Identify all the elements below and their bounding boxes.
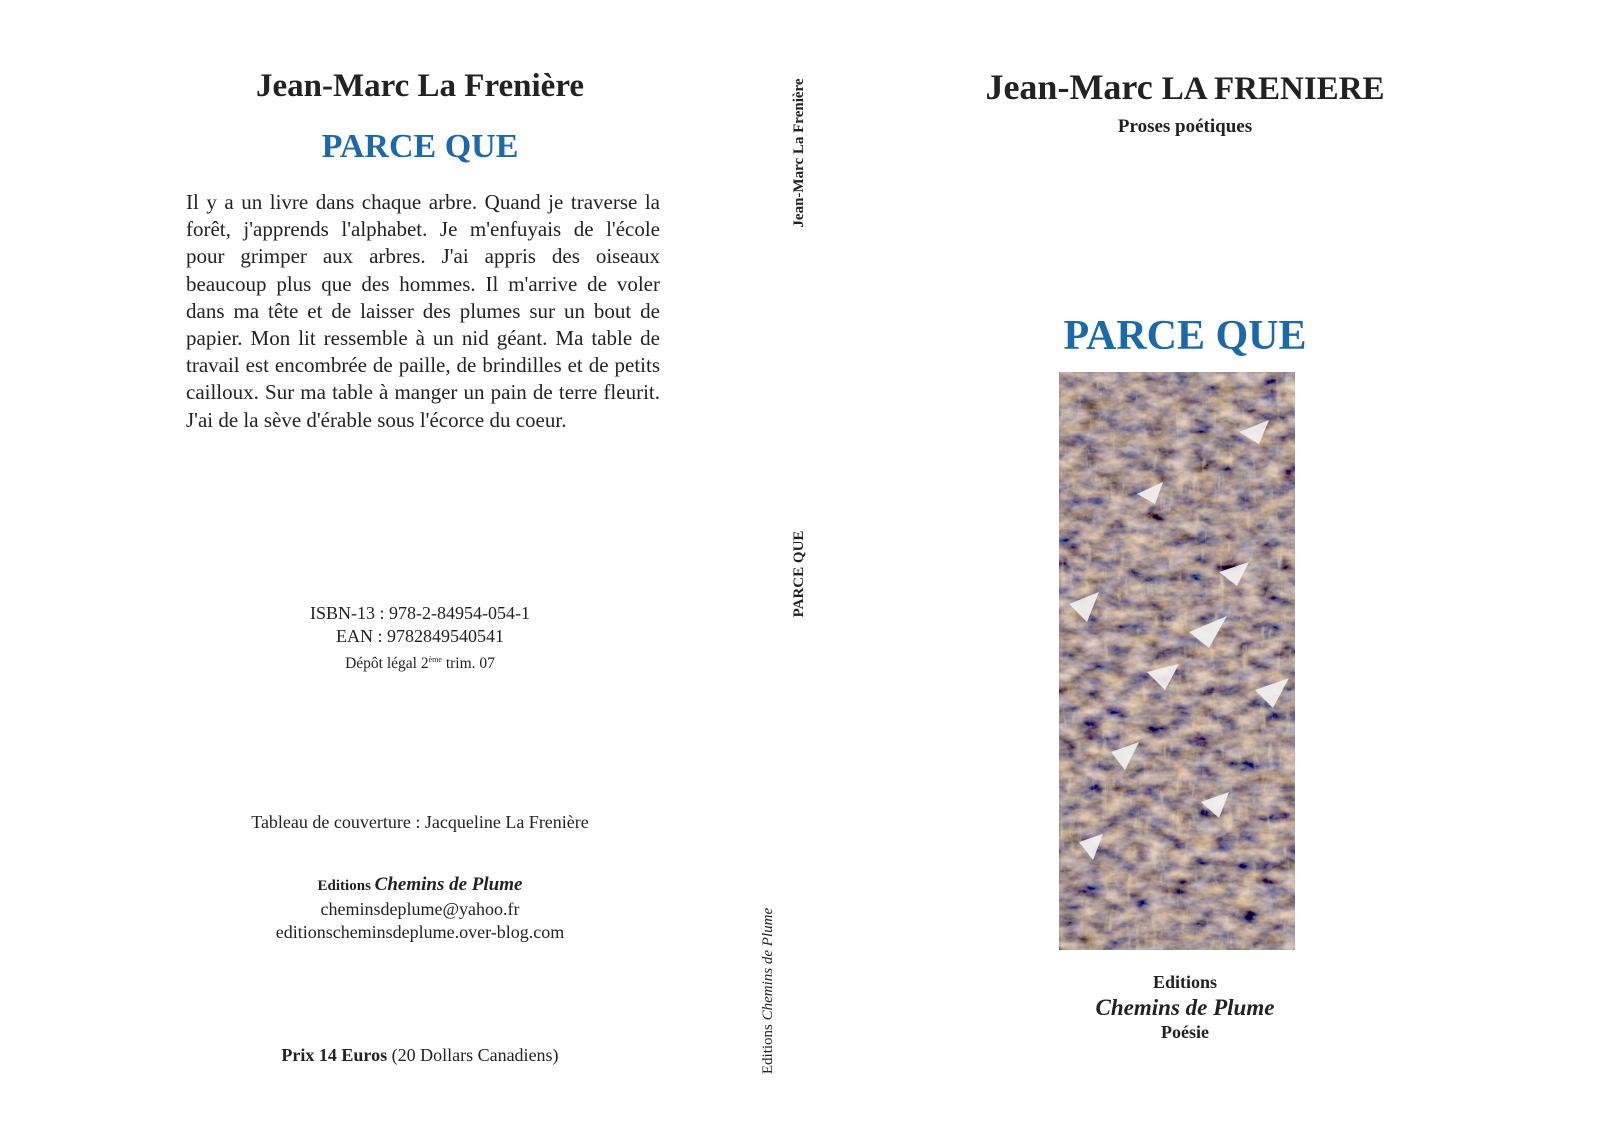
back-cover-blurb: Il y a un livre dans chaque arbre. Quand je traverse la forêt, j'apprends l'alphabet. Je m'enfuyais de l'école pour grimper aux arbres. J'ai appris des oiseaux beaucoup plus que des hommes. Il m'arrive de voler dans ma tête et de laisser des plumes sur un bout de papier. Mon lit ressemble à un nid géant. Ma table de travail est encombrée de paille, de brindilles et de petits cailloux. Sur ma table à manger un pain de terre fleurit. J'ai de la sève d'érable sous l'écorce du coeur.: [186, 190, 660, 432]
front-publisher-name: Chemins de Plume: [1095, 995, 1275, 1020]
legal-deposit-ordinal: ème: [428, 655, 442, 664]
back-publisher-block: [180, 873, 660, 944]
spine-publisher-name: Chemins de Plume: [760, 907, 776, 1021]
back-publisher-name: Chemins de Plume: [374, 874, 523, 895]
isbn-line: ISBN-13 : 978-2-84954-054-1: [310, 603, 530, 623]
spine-title: PARCE QUE: [791, 530, 807, 618]
price-amount: Prix 14 Euros: [281, 1045, 388, 1065]
back-publisher-prefix: Editions: [317, 878, 375, 894]
cover-artwork-image: [1059, 372, 1295, 950]
back-cover-author: Jean-Marc La Frenière: [255, 68, 585, 104]
front-cover-author: [900, 66, 1470, 108]
price-line: [180, 1045, 660, 1066]
publisher-website: editionscheminsdeplume.over-blog.com: [275, 922, 565, 942]
front-publisher-editions: Editions: [1152, 972, 1218, 992]
publisher-email: cheminsdeplume@yahoo.fr: [320, 899, 520, 919]
legal-deposit-line: [230, 648, 610, 675]
front-author-last: LA FRENIERE: [1161, 71, 1385, 107]
front-collection-label: Poésie: [1161, 1022, 1209, 1042]
legal-deposit-prefix: Dépôt légal 2: [345, 655, 429, 673]
ean-line: EAN : 9782849540541: [336, 626, 504, 646]
back-publisher-line: [180, 873, 660, 898]
front-publisher-block: [1000, 970, 1370, 1045]
back-cover-title: PARCE QUE: [321, 128, 519, 165]
price-canadian: (20 Dollars Canadiens): [387, 1045, 559, 1065]
legal-deposit-suffix: trim. 07: [441, 655, 495, 673]
isbn-block: [230, 602, 610, 675]
front-cover-subtitle: Proses poétiques: [1117, 116, 1253, 137]
spine-author: Jean-Marc La Frenière: [791, 78, 807, 228]
spine-publisher-prefix: Editions: [760, 1020, 776, 1075]
front-cover-title: PARCE QUE: [1063, 313, 1307, 359]
cover-painting-credit: Tableau de couverture : Jacqueline La Frenière: [251, 812, 589, 832]
spine-publisher: [760, 906, 780, 1076]
front-author-first: Jean-Marc: [985, 67, 1162, 107]
